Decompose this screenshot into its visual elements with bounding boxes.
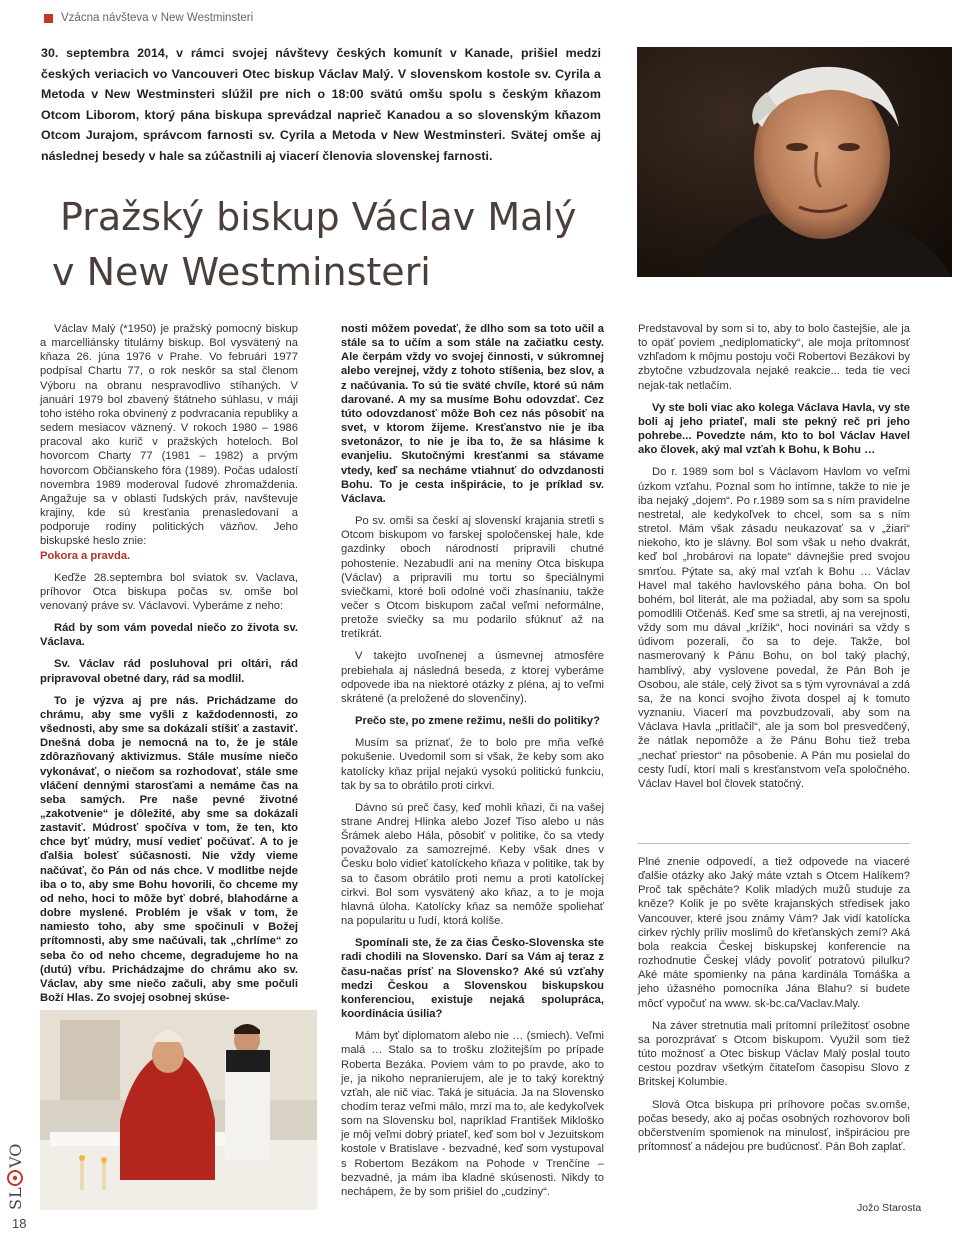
section-header xyxy=(44,12,253,24)
homily-quote-1: Rád by som vám povedal niečo zo života sv. Václava. xyxy=(40,622,298,649)
bishop-portrait-photo xyxy=(637,47,952,277)
author-signature: Jožo Starosta xyxy=(857,1202,922,1214)
answer-havel: Do r. 1989 som bol s Václavom Havlom vo veľmi úzkom vzťahu. Poznal som ho intímne, takže to nie je iba nejaký „dojem“. Po r.1989 som sa s ním pravidelne nestretal, ale kedykoľvek to chcel, som sa s ním stretol. Mám však zásadu neukazovať sa v „žiari“ niekoho, kto je slávny. Bol som však u neho dvakrát, keď bol „hrobárovi na lopate“ dávnejšie pred svojou smrťou. Pýtate sa, aký mal vzťah k Bohu … Václav Havel mal takého havlovského pána boha. On bol bohém, bol literát, ale ma požiadal, aby som sa spolu pomodlili Otčenáš. Keď sme sa stretli, aj na verejnosti, vždy som mu dával „krížik“, hoci novinári sa vždy s údivom pozerali, čo sa to deje. Takže, bol nasmerovaný k Pánu Bohu, on bol taký plachý, hamblivý, aby vyslovene povedal, že Pán Boh je Osobou, ale stále, celý život sa s tým vyrovnával a zdá sa, že na konci svojho života dospel aj k tomuto vyznaniu. Viacerí ma povzbudzovali, aby som na Václava Havla „pritlačil“, ale ja som bol presvedčený, že nátlak nepomôže a že Pánu Bohu tiež treba „nechať priestor“ na pôsobenie. A Pán mu posielal do cesty ľudí, ktorí mali s kresťanstvom veľa spoločného. Václav Havel bol človek statočný. xyxy=(638,466,910,790)
answer-slovakia-continued: Predstavoval by som si to, aby to bolo častejšie, ale ja to opäť poviem „nediplomaticky“, ale moja prítomnosť vzhľadom k môjmu postoju voči Robertovi Bezákovi by zbytočne vzbudzovala nejaké reakcie... teda tie veci nejak-tak netlačím. xyxy=(638,323,910,392)
homily-quote-2: Sv. Václav rád posluhoval pri oltári, rád pripravoval obetné dary, rád sa modlil. xyxy=(40,658,298,685)
answer-politics-2: Dávno sú preč časy, keď mohli kňazi, či na vašej strane Andrej Hlinka alebo Jozef Tiso alebo u nás Šrámek alebo Hála, pôsobiť v politike, čo sa vtedy považovalo za samozrejmé. Keby však dnes v Česku bolo vidieť katolíckeho kňaza v politike, tak by sa to časom obrátilo proti nemu a proti katolíckej cirkvi. Bol som vysvätený ako kňaz, a to je moja hlavná úloha. Katolícky kňaz sa nemôže spoliehať na popularitu u ľudí, ktorá kolíše. xyxy=(341,801,604,928)
discussion-intro: V takejto uvoľnenej a úsmevnej atmosfére prebiehala aj následná beseda, z ktorej vyberáme odpovede iba na niektoré otázky z pléna, aj to veľmi skrátené (a preložené do slovenčiny). xyxy=(341,650,604,705)
column-divider xyxy=(638,843,910,844)
homily-quote-3: To je výzva aj pre nás. Prichádzame do chrámu, aby sme vyšli z každodennosti, zo všednosti, aby sme sa dokázali stíšiť a zastaviť. Dnešná doba je nemocná na to, že je stále zdôrazňovaný aktivizmus. Stále musíme niečo vykonávať, o niečom sa rozhodovať, stále sme vláčení dennými starosťami a nemáme čas na seba samých. Pre naše pevné životné „zakotvenie“ je dôležité, aby sme sa dokázali zastaviť. Múdrosť spočíva v tom, že ten, kto chce byť múdry, musí vedieť počúvať. A to je ďalšia bolesť súčasnosti. Nie vždy vieme načúvať, čo Pán od nás chce. V modlitbe nejde iba o to, aby sme Bohu hovorili, čo chceme my od neho, hoci to môže byť dobré, blahodárne a dobre myslené. Problém je však v tom, že namiesto toho, aby sme spočinuli v Božej prítomnosti, aby sme načúvali, tak „chrlíme“ zo seba čo od neho chceme, degradujeme ho na (dutú) vŕbu. Prichádzajme do chrámu ako sv. Václav, aby sme niečo začuli, aby sme počuli Boží Hlas. Zo svojej osobnej skúse- xyxy=(40,694,298,1005)
bio-paragraph: Václav Malý (*1950) je pražský pomocný biskup a marcelliánsky titulárny biskup. Bol vysvätený na kňaza 26. júna 1976 v Prahe. Vo februári 1977 podpísal Chartu 77, o rok neskôr sa stal členom Výboru na obranu nespravodlivo stíhaných. V januári 1979 bol zbavený štátneho súhlasu, v máji toho istého roka obvinený z podvracania republiky a sedem mesiacov väznený. V rokoch 1980 – 1986 pracoval ako kurič v pražských hoteloch. Bol hovorcom Charty 77 (1981 – 1982) a prvým hovorcom Občianskeho fóra (1989). Počas udalostí novembra 1989 moderoval ľudové zhromaždenia. Angažuje sa v oblasti ľudských práv, navštevuje krajiny, kde sú kresťania prenasledovaní a podporuje rodiny politických väzňov. Jeho biskupské heslo znie: xyxy=(40,323,298,548)
column-2 xyxy=(341,322,604,1207)
article-title xyxy=(52,190,632,300)
answer-politics-1: Musím sa priznať, že to bolo pre mňa veľké pokušenie. Uvedomil som si však, že keby som ako katolícky kňaz prijal nejakú vysokú politickú funkciu, tak by sa to obrátilo proti cirkvi. xyxy=(341,737,604,792)
motto-text: Pokora a pravda xyxy=(40,549,128,562)
column-3 xyxy=(638,322,910,799)
final-paragraph: Slová Otca biskupa pri príhovore počas sv.omše, počas besedy, ako aj počas osobných rozhovorov boli občerstvením spomienok na minulosť, inšpiráciou pre prítomnosť a nádejou pre budúcnosť. Pán Boh zaplať. xyxy=(638,1098,910,1153)
lead-paragraph: 30. septembra 2014, v rámci svojej návštevy českých komunít v Kanade, prišiel medzi českých veriacich vo Vancouveri Otec biskup Václav Malý. V slovenskom kostole sv. Cyrila a Metoda v New Westminsteri slúžil pre nich o 18:00 svätú omšu spolu s českým kňazom Otcom Liborom, ktorý pána biskupa sprevádzal naprieč Kanadou a so slovenským kňazom Otcom Jurajom, správcom farnosti sv. Cyrila a Metoda v New Westminsteri. Svätej omše aj následnej besedy v hale sa zúčastnili aj viacerí členovia slovenskej farnosti. xyxy=(41,46,601,163)
full-answers-note: Plné znenie odpovedí, a tiež odpovede na viaceré ďalšie otázky ako Jaký máte vztah s Otcem Halíkem? Proč tak spěcháte? Kolik mladých mužů studuje za kněze? Kolik je po světe krajanských středisek jako Vancouver, které jsou známy Vám? Jak vidí katolícka cirkev rýchly príliv moslimů do křeťanských zemí? Aká bola reakcia Českej biskupskej konferencie na rozhodnutie Českej vlády povoliť potratovú pilulku? Aké máte spomienky na pána kardinála Tomáška a jeho úžasného pomocníka Jána Blahu? si budete môcť vypočuť na www. sk-bc.ca/Vaclav.Maly. xyxy=(638,856,910,1010)
mass-photo xyxy=(40,1010,317,1210)
page-number: 18 xyxy=(12,1216,27,1231)
question-politics: Prečo ste, po zmene režimu, nešli do politiky? xyxy=(355,715,600,728)
column-3-bottom xyxy=(638,855,910,1162)
motto: Pokora a pravda. xyxy=(40,549,131,562)
homily-quote-continued: nosti môžem povedať, že dlho som sa toto učil a stále sa to učím a som stále na začiatku cesty. Ale čerpám vždy vo svojej činnosti, v súkromnej alebo verejnej, vždy z tohoto stíšenia, bez slov, a z načúvania. To sú tie sväté chvíle, ktoré sú nám darované. A my sa musíme Bohu odovzdať. Cez túto odovzdanosť môže Boh cez nás pôsobiť na svet, v ktorom žijeme. Kresťanstvo nie je iba svetonázor, to nie je iba to, že sa hlásime k evanjeliu. Skutočnými kresťanmi sa stávame vtedy, keď sa necháme vtiahnuť do odvzdanosti Bohu. To je cesta inšpirácie, to je príklad sv. Václava. xyxy=(341,323,604,505)
svg-text:VO: VO xyxy=(6,1143,25,1168)
column-1 xyxy=(40,322,298,1013)
section-title: Vzácna návšteva v New Westminsteri xyxy=(61,12,254,24)
section-marker xyxy=(44,14,53,23)
svg-text:SL: SL xyxy=(6,1186,25,1210)
slovo-logo xyxy=(4,1140,28,1210)
title-line-2: v New Westminsteri xyxy=(52,250,431,294)
reception-paragraph: Po sv. omši sa českí aj slovenskí krajania stretli s Otcom biskupom vo farskej spoločenskej hale, kde gazdinky oboch národností pripravili chutné pohostenie. Nezabudli ani na meniny Otca biskupa (Václav) a pripravili mu tortu so špeciálnymi sviečkami, ktoré boli odolné voči zhasínaniu, takže večer s Otcom biskupom začal veľmi neformálne, pretože sviečky sa mu podarilo sfúknuť až na tretíkrát. xyxy=(341,515,604,641)
question-havel: Vy ste boli viac ako kolega Václava Havla, vy ste boli aj jeho priateľ, mali ste pekný reč pri jeho pohrebe... Povedzte nám, kto to bol Václav Havel ako človek, aký mal vzťah k Bohu, k Bohu … xyxy=(638,401,910,457)
question-slovakia: Spomínali ste, že za čias Česko-Slovenska ste radi chodili na Slovensko. Darí sa Vám aj teraz z času-načas prísť na Slovensko? Aké sú vzťahy medzi Českou a Slovenskou biskupskou konferenciou, existuje nejaká spolupráca, koordinácia úsilia? xyxy=(341,937,604,1021)
closing-paragraph: Na záver stretnutia mali prítomní príležitosť osobne sa porozprávať s Otcom biskupom. Využil som tiež túto možnosť a Otec biskup Václav Malý poslal touto cestou pozdrav všetkým čitateľom časopisu Slovo z Britskej Kolumbie. xyxy=(638,1019,910,1089)
answer-slovakia: Mám byť diplomatom alebo nie … (smiech). Veľmi malá … Stalo sa to trošku zložitejším po prípade Roberta Bezáka. Poviem vám to po pravde, ako to je, ja nikoho nepranierujem, ale je to taký korektný vzťah, ale nič viac. Taká je situácia. Ja na Slovensko chodím teraz veľmi málo, mrzí ma to, ale kedykoľvek som na Slovensku bol, napríklad František Mikloško je môj veľmi dobrý priateľ, keď som bol v Jezuitskom kostole v Bratislave - bezvadné, keď som vystupoval s Robertom Bezákom na Pohode v Trenčíne – bezvadné, ja mám iba kladné skúsenosti. Nikdy to nechápem, že by som prišiel do „cudziny“. xyxy=(341,1030,604,1198)
homily-intro: Keďže 28.septembra bol sviatok sv. Vaclava, príhovor Otca biskupa počas sv. omše bol venovaný práve sv. Václavovi. Vyberáme z neho: xyxy=(40,571,298,612)
title-line-1: Pražský biskup Václav Malý xyxy=(60,195,577,239)
